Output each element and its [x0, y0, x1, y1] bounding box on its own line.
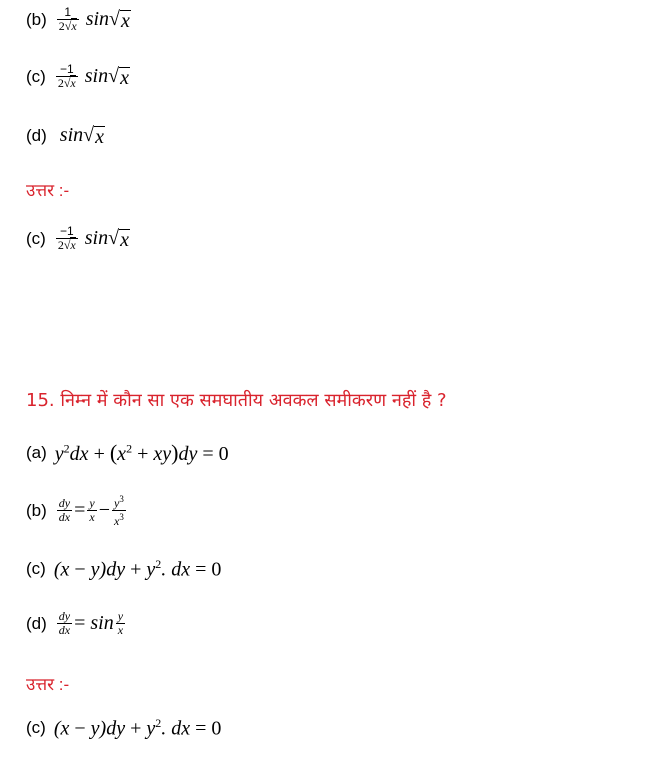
numerator: 1 [64, 5, 72, 19]
fraction-y-x: $\frac{y}{x}$ [117, 609, 124, 637]
fraction-y3-x3: $\frac{y^3}{x^3}$ [114, 494, 124, 528]
option-label: (d) [26, 613, 47, 633]
equation: $(x - y)dy + y^2$. dx = 0 [53, 557, 222, 581]
sqrt-x: √ x [108, 65, 129, 89]
fraction-y-x: $\frac{y}{x}$ [89, 496, 95, 524]
denominator: 2 [57, 76, 64, 90]
option-c [26, 557, 221, 582]
numerator: −1 [59, 62, 74, 76]
answer-heading: उत्तर :- [26, 675, 70, 694]
option-d-top [26, 124, 105, 147]
fraction-dy-dx: $\frac{dy}{dx}$ [58, 496, 71, 524]
sqrt-x: √ x [108, 227, 129, 251]
sin-function: sin [90, 612, 114, 634]
answer-option [26, 716, 221, 741]
equation: $(x - y)dy + y^2$. dx = 0 [53, 716, 222, 740]
option-label: (a) [26, 443, 47, 462]
option-label: (c) [26, 66, 46, 86]
fraction-dy-dx: $\frac{dy}{dx}$ [58, 609, 71, 637]
fraction: $\frac{-1}{2√x}$ [57, 224, 76, 252]
var: x [71, 19, 77, 33]
question-title: 15. निम्न में कौन सा एक समघातीय अवकल समीकरण नहीं है ? [26, 390, 447, 411]
option-b: (b) $\frac{dy}{dx}$ = $\frac{y}{x}$ − $\frac{y^3}{x^3}$ [26, 494, 124, 528]
sin-function: sin [59, 124, 84, 146]
sqrt-x: √ x [109, 8, 130, 32]
denominator: 2 [57, 238, 64, 252]
fraction: $\frac{1}{2√x}$ [58, 5, 77, 33]
option-d: (d) $\frac{dy}{dx}$ = sin $\frac{y}{x}$ [26, 609, 124, 637]
answer-heading: उत्तर :- [26, 181, 70, 200]
denominator: 2 [58, 19, 65, 33]
sin-function: sin [84, 227, 109, 249]
option-a [26, 440, 229, 466]
sin-function: sin [84, 65, 109, 87]
answer-option [26, 225, 130, 252]
option-label: (c) [26, 228, 46, 248]
numerator: −1 [59, 224, 74, 238]
option-label: (b) [26, 500, 47, 520]
option-b-top [26, 6, 131, 33]
equation: $y^2dx + (x^2 + xy)dy = 0$ [54, 440, 229, 465]
option-label: (b) [26, 9, 47, 29]
sin-function: sin [85, 8, 110, 30]
sqrt-x: √ x [83, 124, 104, 148]
option-label: (c) [26, 559, 46, 579]
fraction: $\frac{-1}{2√x}$ [57, 62, 76, 90]
option-label: (c) [26, 718, 46, 738]
option-label: (d) [26, 125, 47, 145]
option-c-top [26, 63, 130, 90]
